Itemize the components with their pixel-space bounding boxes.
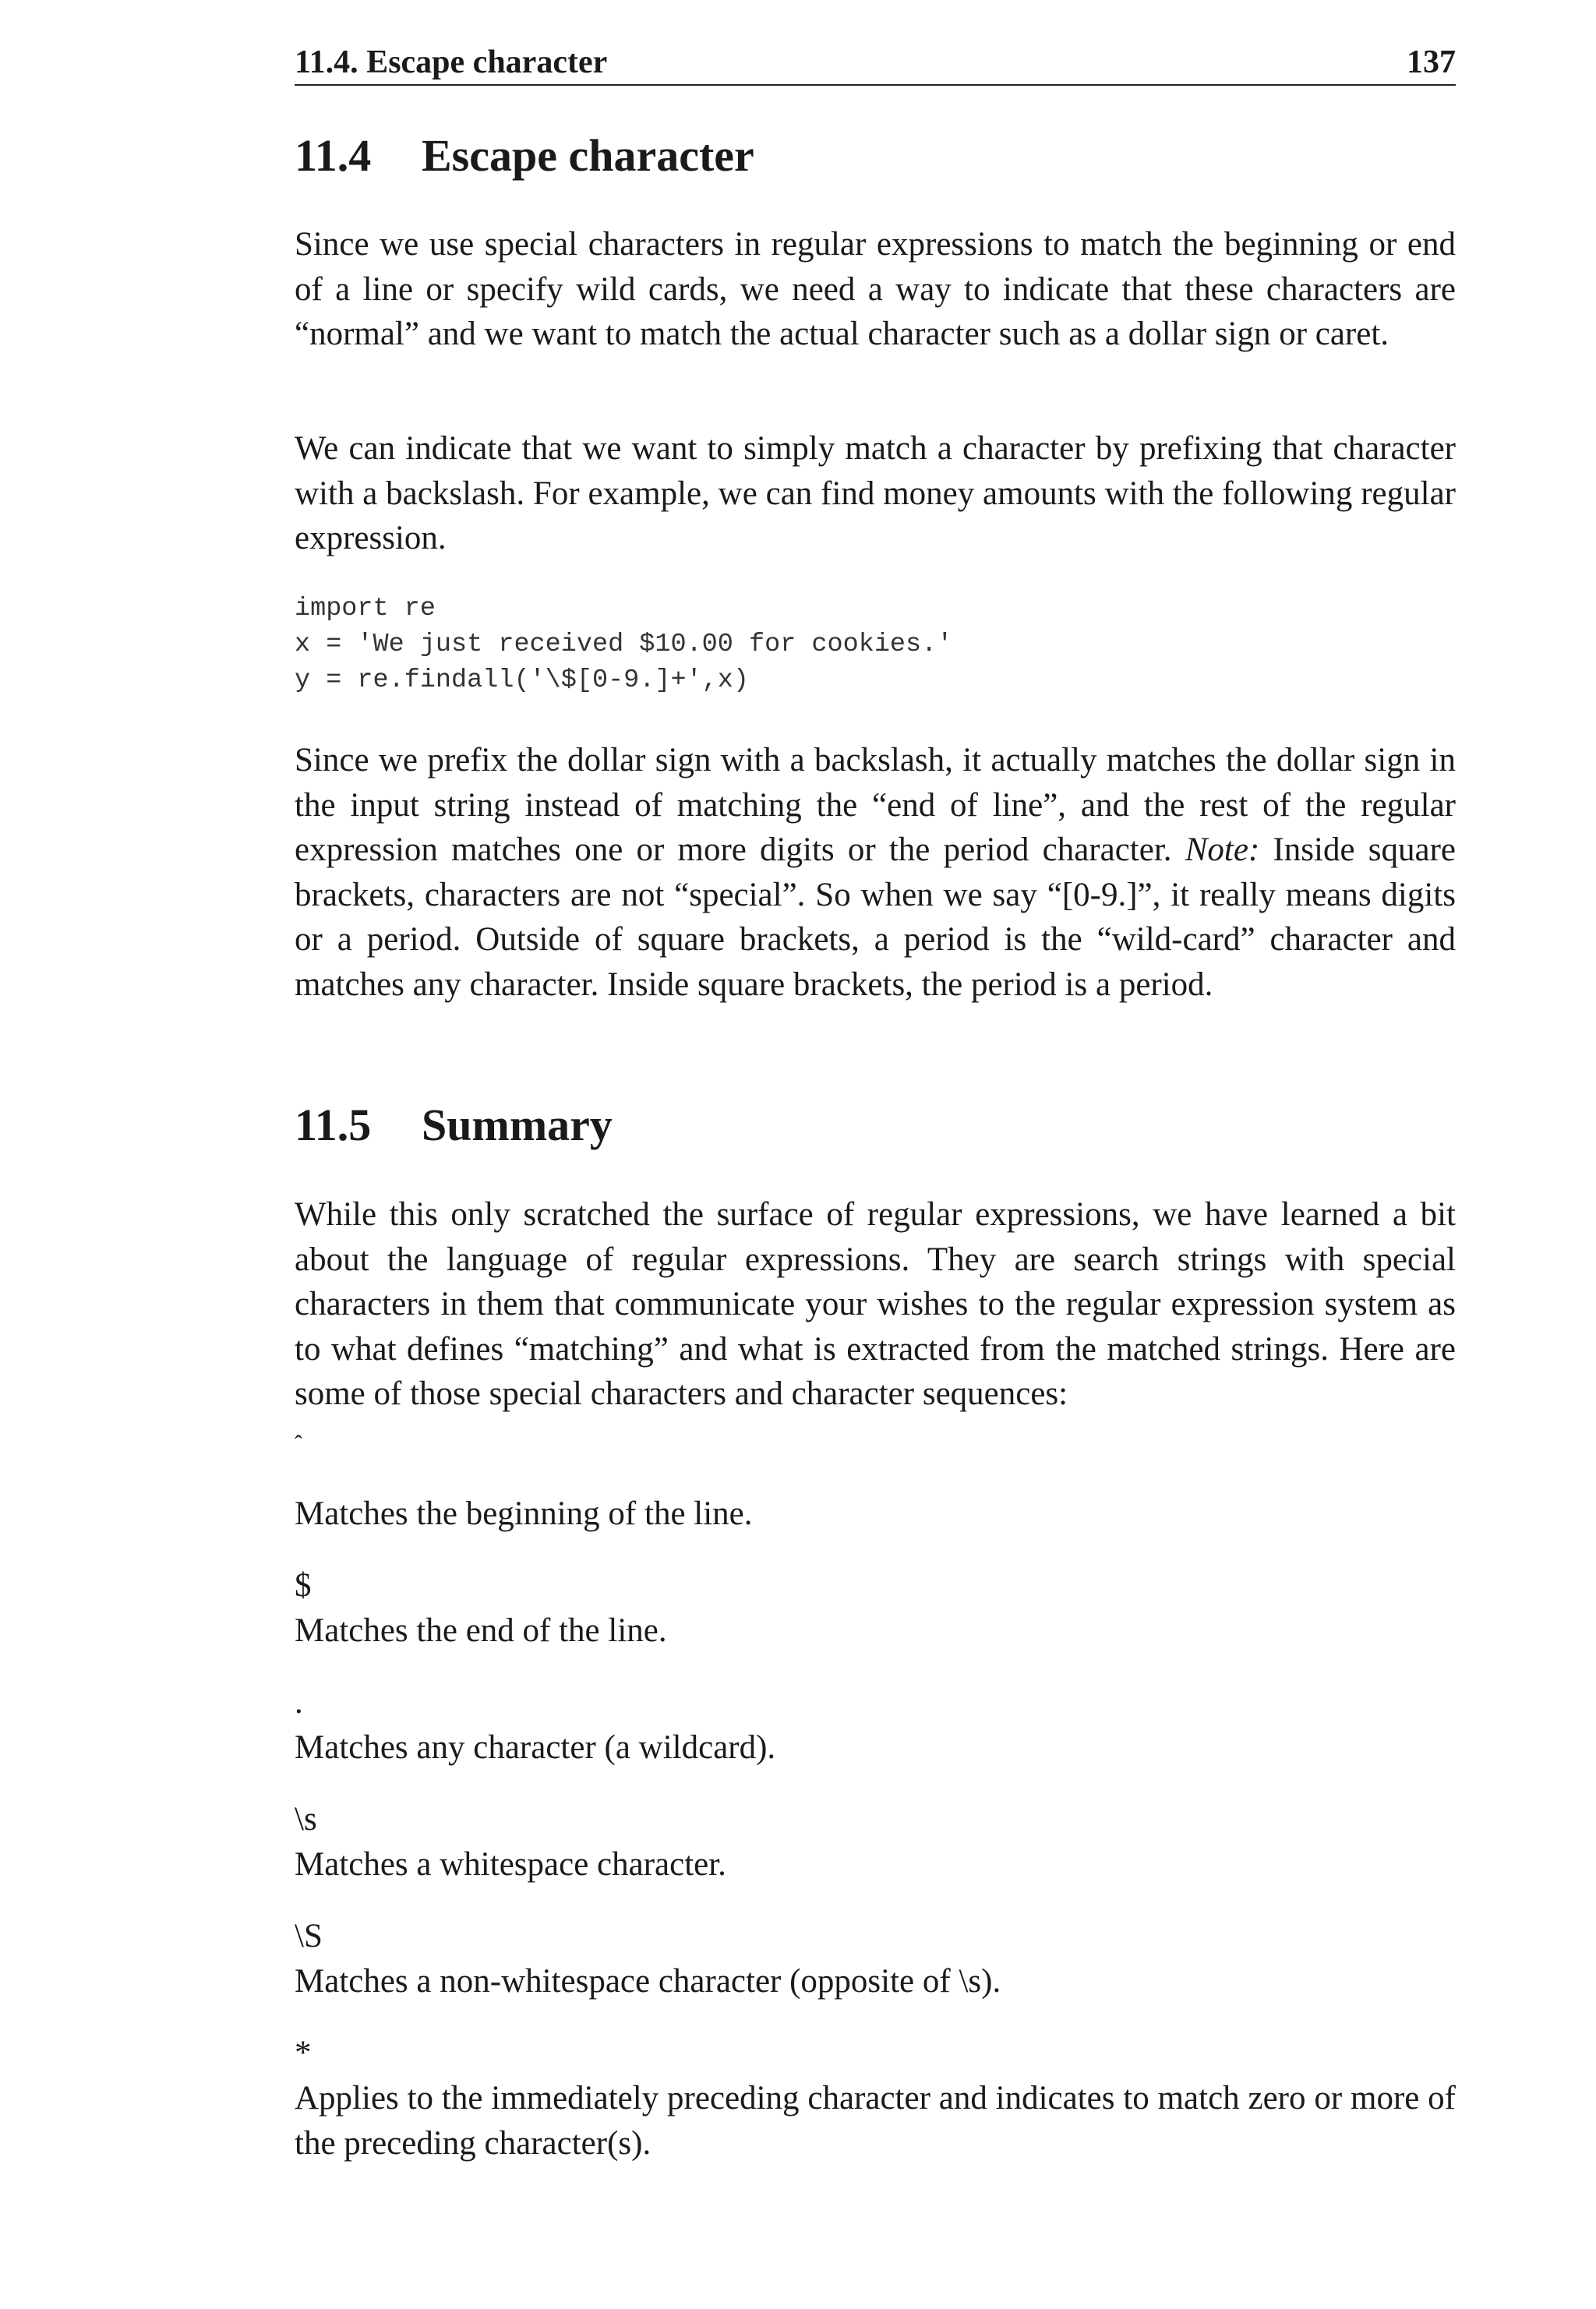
paragraph-text: Inside square brackets, characters are not “special”. So when we say “[0-9.]”, it really means digits or a period. Outside of square brackets, a period is the “wild-card” character and matches any character. Inside square brackets, the period is a period. bbox=[295, 831, 1456, 1003]
paragraph-text: Since we prefix the dollar sign with a backslash, it actually matches the dollar sign in the input string instead of matching the “end of line”, and the rest of the regular expression matches one or more digits or the period character. bbox=[295, 742, 1456, 868]
note-label: Note: bbox=[1185, 831, 1260, 868]
section-heading-escape-character bbox=[295, 128, 754, 184]
paragraph bbox=[295, 738, 1456, 1007]
definition-description: Matches the beginning of the line. bbox=[295, 1495, 753, 1532]
definition-term: $ bbox=[295, 1567, 312, 1604]
definition-description: Matches a whitespace character. bbox=[295, 1846, 726, 1883]
code-block bbox=[295, 591, 952, 698]
section-title: Escape character bbox=[422, 130, 754, 181]
definition-term: ˆ bbox=[295, 1431, 302, 1456]
definition-description: Matches any character (a wildcard). bbox=[295, 1729, 776, 1766]
page-number: 137 bbox=[1407, 44, 1456, 80]
running-header bbox=[295, 41, 1456, 86]
code-line: import re bbox=[295, 594, 436, 623]
definition-description: Applies to the immediately preceding character and indicates to match zero or more of the preceding character(s). bbox=[295, 2080, 1456, 2162]
definition-description: Matches a non-whitespace character (opposite of \s). bbox=[295, 1963, 1001, 2000]
paragraph: We can indicate that we want to simply match a character by prefixing that character with a backslash. For example, we can find money amounts with the following regular expression. bbox=[295, 430, 1456, 556]
paragraph: While this only scratched the surface of regular expressions, we have learned a bit about the language of regular expressions. They are search strings with special characters in them that communicate your wishes to the regular expression system as to what defines “matching” and what is extracted from the matched strings. Here are some of those special characters and character sequences: bbox=[295, 1196, 1456, 1412]
code-line: x = 'We just received $10.00 for cookies.' bbox=[295, 630, 953, 659]
section-number: 11.4 bbox=[295, 130, 372, 181]
section-title: Summary bbox=[422, 1100, 613, 1150]
definition-description: Matches the end of the line. bbox=[295, 1612, 667, 1649]
definition-term: . bbox=[295, 1684, 303, 1721]
section-heading-summary bbox=[295, 1097, 613, 1153]
section-number: 11.5 bbox=[295, 1100, 372, 1150]
definition-term: \s bbox=[295, 1801, 317, 1838]
definition-term: \S bbox=[295, 1918, 323, 1954]
paragraph: Since we use special characters in regular expressions to match the beginning or end of a line or specify wild cards, we need a way to indicate that these characters are “normal” and we want to match the actual character such as a dollar sign or caret. bbox=[295, 226, 1456, 352]
code-line: y = re.findall('\$[0-9.]+',x) bbox=[295, 666, 749, 695]
definition-term: * bbox=[295, 2035, 312, 2071]
running-header-section: 11.4. Escape character bbox=[295, 44, 608, 80]
